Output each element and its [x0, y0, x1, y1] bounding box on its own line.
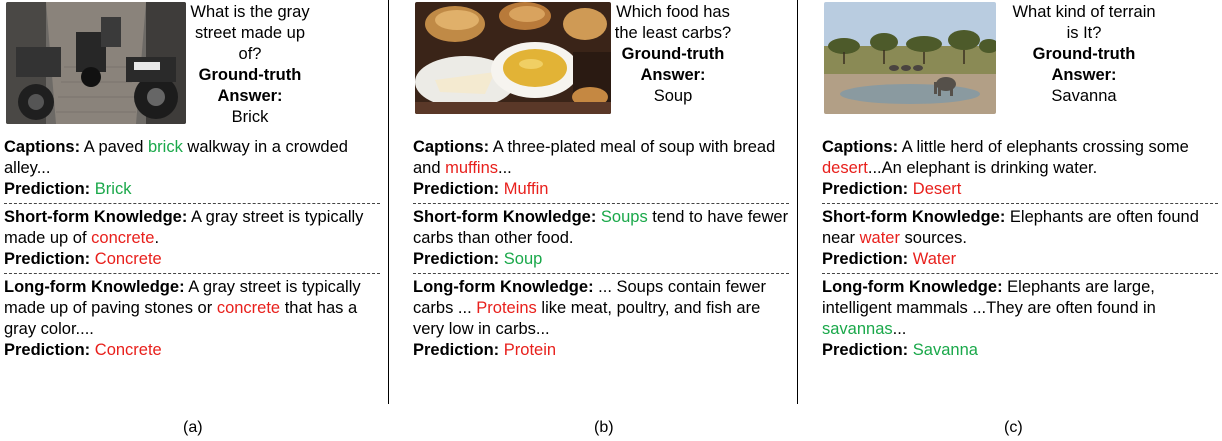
captions-text: ...An elephant is drinking water. [867, 159, 1098, 177]
subfigure-label: (a) [183, 419, 203, 436]
ground-truth-label: Ground-truth Answer: [198, 66, 302, 105]
long-knowledge-text: ... Soups contain fewer carbs ... [413, 278, 766, 317]
long-knowledge-section [4, 276, 380, 362]
short-knowledge-label: Short-form Knowledge: [822, 208, 1006, 226]
prediction-value: Protein [503, 341, 557, 359]
prediction-label: Prediction: [413, 250, 500, 268]
long-knowledge-text: A gray street is typically made up of paving stones or [4, 278, 361, 317]
long-knowledge-section [822, 276, 1218, 362]
ground-truth-answer: Soup [653, 87, 693, 105]
subfigure-label: (b) [594, 419, 614, 436]
captions-text: A paved [80, 138, 148, 156]
short-knowledge-label: Short-form Knowledge: [4, 208, 188, 226]
prediction-label: Prediction: [822, 341, 909, 359]
highlight-correct: savannas [822, 320, 893, 338]
subfigure-label: (c) [1004, 419, 1023, 436]
prediction-label: Prediction: [4, 180, 91, 198]
section-divider [822, 273, 1218, 274]
prediction-label: Prediction: [822, 250, 909, 268]
prediction-label: Prediction: [822, 180, 909, 198]
highlight-wrong: muffins [445, 159, 499, 177]
prompt-sections [413, 136, 789, 362]
section-divider [4, 203, 380, 204]
column-divider [388, 0, 389, 404]
question-answer-block [609, 2, 737, 107]
long-knowledge-label: Long-form Knowledge: [822, 278, 1003, 296]
short-knowledge-text: tend to have fewer carbs than other food. [413, 208, 789, 247]
highlight-wrong: desert [822, 159, 868, 177]
panel-a [4, 0, 380, 441]
highlight-correct: Soups [600, 208, 648, 226]
captions-section [413, 136, 789, 201]
ground-truth-answer: Brick [231, 108, 269, 126]
question-answer-block [190, 2, 310, 128]
long-knowledge-text: that has a gray color.... [4, 299, 358, 338]
prediction-value: Water [912, 250, 957, 268]
short-knowledge-text: Elephants are often found near [822, 208, 1199, 247]
ground-truth-label: Ground-truth Answer: [1032, 45, 1136, 84]
highlight-wrong: water [859, 229, 900, 247]
question-answer-block [1008, 2, 1160, 107]
section-divider [4, 273, 380, 274]
column-divider [797, 0, 798, 404]
short-knowledge-text: . [154, 229, 160, 247]
prediction-value: Muffin [503, 180, 549, 198]
prediction-value: Soup [503, 250, 543, 268]
captions-label: Captions: [413, 138, 490, 156]
long-knowledge-label: Long-form Knowledge: [4, 278, 185, 296]
highlight-wrong: Proteins [476, 299, 537, 317]
captions-text: A three-plated meal of soup with bread and [413, 138, 776, 177]
ground-truth-answer: Savanna [1051, 87, 1117, 105]
short-knowledge-section [413, 206, 789, 271]
long-knowledge-section [413, 276, 789, 362]
short-knowledge-section [4, 206, 380, 271]
prediction-value: Savanna [912, 341, 978, 359]
captions-label: Captions: [4, 138, 81, 156]
section-divider [822, 203, 1218, 204]
long-knowledge-label: Long-form Knowledge: [413, 278, 594, 296]
captions-label: Captions: [822, 138, 899, 156]
short-knowledge-text: A gray street is typically made up of [4, 208, 364, 247]
long-knowledge-text: Elephants are large, intelligent mammals ...They are often found in [822, 278, 1156, 317]
prediction-label: Prediction: [4, 250, 91, 268]
long-knowledge-text: like meat, poultry, and fish are very low in carbs... [413, 299, 761, 338]
prediction-value: Concrete [94, 341, 162, 359]
highlight-wrong: concrete [91, 229, 155, 247]
elephants-savanna-photo [824, 2, 996, 114]
short-knowledge-text: sources. [899, 229, 967, 247]
short-knowledge-label: Short-form Knowledge: [413, 208, 597, 226]
question-text: What is the gray street made up of? [190, 3, 310, 63]
highlight-correct: brick [148, 138, 183, 156]
highlight-wrong: concrete [216, 299, 281, 317]
captions-section [822, 136, 1218, 201]
prediction-label: Prediction: [413, 341, 500, 359]
prediction-value: Desert [912, 180, 962, 198]
captions-text: walkway in a crowded alley... [4, 138, 348, 177]
prompt-sections [822, 136, 1218, 362]
prediction-value: Concrete [94, 250, 162, 268]
question-text: Which food has the least carbs? [614, 3, 732, 42]
prediction-value: Brick [94, 180, 132, 198]
long-knowledge-text: ... [892, 320, 907, 338]
soup-meal-photo [415, 2, 611, 114]
ground-truth-label: Ground-truth Answer: [621, 45, 725, 84]
panel-b [413, 0, 789, 441]
captions-text: A little herd of elephants crossing some [898, 138, 1189, 156]
section-divider [413, 203, 789, 204]
panel-c [822, 0, 1218, 441]
alley-motorcycles-photo [6, 2, 186, 124]
short-knowledge-section [822, 206, 1218, 271]
prediction-label: Prediction: [413, 180, 500, 198]
section-divider [413, 273, 789, 274]
captions-text: ... [498, 159, 512, 177]
question-text: What kind of terrain is It? [1012, 3, 1156, 42]
prompt-sections [4, 136, 380, 362]
captions-section [4, 136, 380, 201]
prediction-label: Prediction: [4, 341, 91, 359]
